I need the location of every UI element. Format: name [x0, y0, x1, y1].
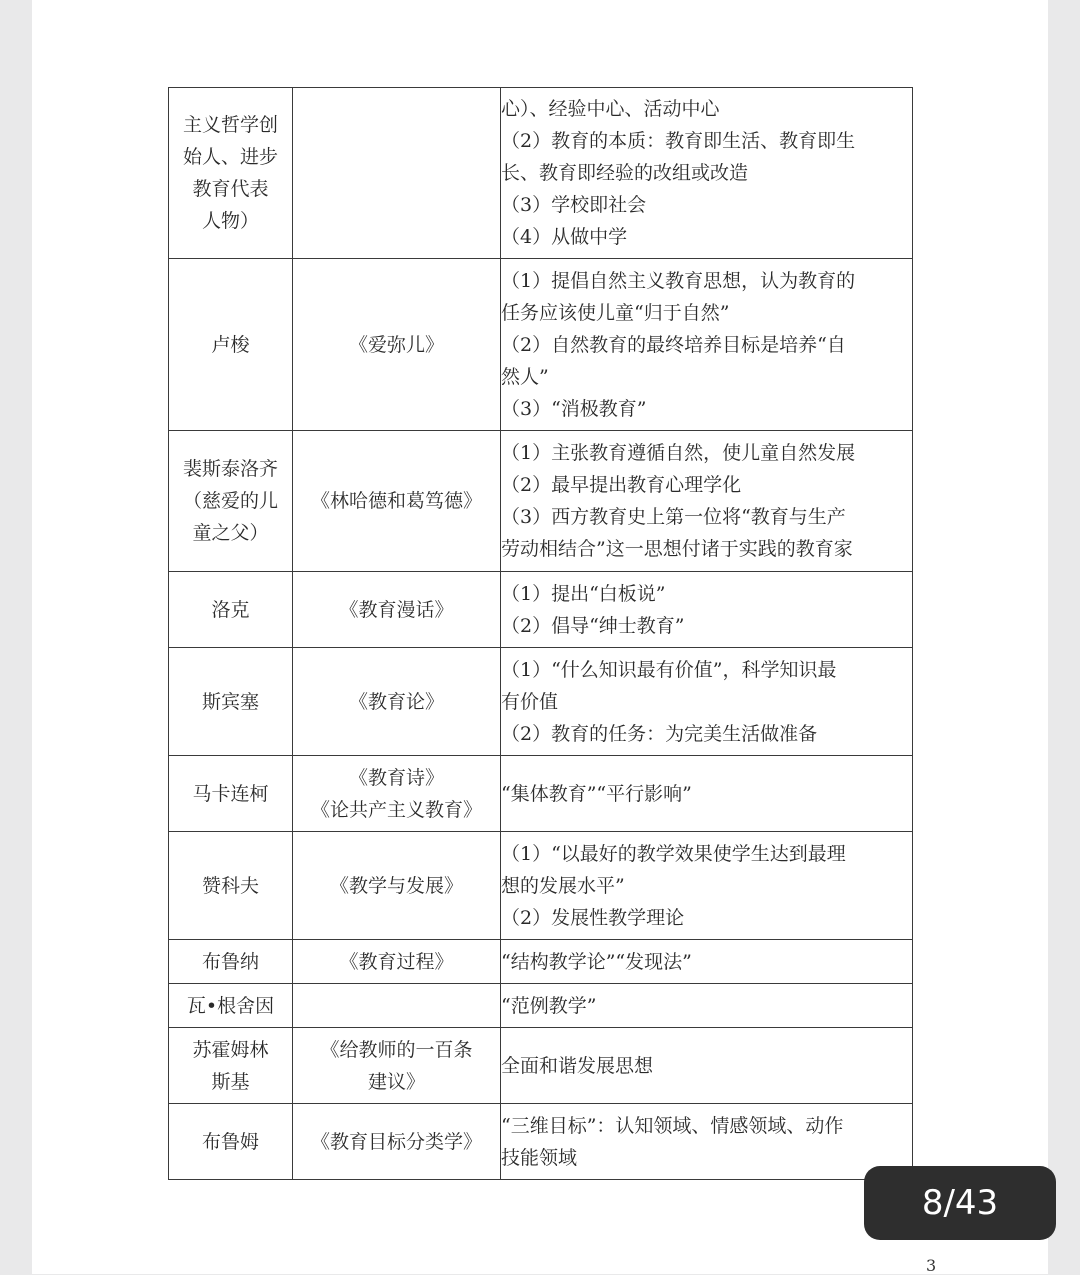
book-title-line: 《教育漫话》	[339, 598, 454, 621]
description-line: （1）提出“白板说”	[501, 582, 666, 605]
document-page	[32, 0, 1048, 1274]
description-cell	[501, 88, 913, 259]
description-line: （2）教育的任务：为完美生活做准备	[501, 722, 818, 745]
book-title-cell	[293, 832, 501, 940]
description-line: （4）从做中学	[501, 226, 628, 248]
educator-name-line: 布鲁纳	[201, 950, 259, 973]
educator-name-cell	[169, 756, 293, 832]
educator-name-line: 始人、进步	[182, 146, 278, 168]
book-title-cell	[293, 1104, 501, 1180]
educator-name-cell	[169, 431, 293, 572]
educator-name-line: 瓦•根舍因	[186, 994, 275, 1017]
description-line: “集体教育”“平行影响”	[501, 782, 692, 805]
description-cell	[501, 1104, 913, 1180]
description-line: 心）、经验中心、活动中心	[501, 98, 720, 120]
educator-name-line: 洛克	[211, 598, 250, 621]
description-cell	[501, 756, 913, 832]
table-row	[169, 1028, 913, 1104]
table-row	[169, 940, 913, 984]
book-title-cell	[293, 572, 501, 648]
table-body	[169, 88, 913, 1180]
book-title-line: 《论共产主义教育》	[310, 798, 482, 821]
educator-name-cell	[169, 984, 293, 1028]
table-row	[169, 88, 913, 259]
description-line: 技能领域	[501, 1146, 578, 1169]
description-cell	[501, 259, 913, 431]
educator-name-cell	[169, 572, 293, 648]
description-line: （3）学校即社会	[501, 194, 647, 216]
educator-name-line: 人物）	[201, 210, 259, 232]
educators-table	[168, 87, 913, 1180]
description-line: （3）“消极教育”	[501, 397, 647, 420]
educator-name-line: 布鲁姆	[201, 1130, 259, 1153]
description-line: （2）最早提出教育心理学化	[501, 474, 742, 496]
description-cell	[501, 984, 913, 1028]
table-row	[169, 1104, 913, 1180]
description-line: 有价值	[501, 690, 559, 713]
description-line: 全面和谐发展思想	[501, 1054, 654, 1077]
book-title-line: 建议》	[367, 1070, 425, 1093]
description-line: （2）倡导“绅士教育”	[501, 614, 685, 637]
description-line: （2）自然教育的最终培养目标是培养“自	[501, 333, 846, 356]
description-cell	[501, 940, 913, 984]
book-title-cell	[293, 259, 501, 431]
educator-name-line: 童之父）	[192, 522, 269, 544]
educator-name-line: 斯基	[211, 1070, 250, 1093]
description-cell	[501, 1028, 913, 1104]
educator-name-line: 赞科夫	[201, 874, 259, 897]
page-indicator-label: 8/43	[921, 1183, 999, 1223]
description-cell	[501, 572, 913, 648]
description-line: （3）西方教育史上第一位将“教育与生产	[501, 506, 846, 528]
educator-name-line: 苏霍姆林	[192, 1038, 269, 1061]
book-title-cell	[293, 756, 501, 832]
book-title-cell	[293, 431, 501, 572]
table-row	[169, 756, 913, 832]
description-line: （2）发展性教学理论	[501, 906, 685, 929]
educator-name-line: 主义哲学创	[182, 114, 278, 136]
book-title-line: 《林哈德和葛笃德》	[310, 490, 482, 512]
description-line: 劳动相结合”这一思想付诸于实践的教育家	[501, 538, 853, 560]
book-title-line: 《教学与发展》	[329, 874, 463, 897]
description-cell	[501, 832, 913, 940]
educator-name-cell	[169, 832, 293, 940]
description-line: 任务应该使儿童“归于自然”	[501, 301, 730, 324]
book-title-line: 《教育诗》	[348, 766, 444, 789]
book-title-line: 《教育过程》	[339, 950, 454, 973]
educator-name-line: 斯宾塞	[201, 690, 259, 713]
description-cell	[501, 431, 913, 572]
description-line: 长、教育即经验的改组或改造	[501, 162, 749, 184]
educator-name-cell	[169, 1028, 293, 1104]
description-line: “范例教学”	[501, 994, 597, 1017]
description-line: （2）教育的本质：教育即生活、教育即生	[501, 130, 856, 152]
book-title-line: 《教育目标分类学》	[310, 1130, 482, 1153]
book-title-line: 《爱弥儿》	[348, 333, 444, 356]
table-row	[169, 431, 913, 572]
description-cell	[501, 648, 913, 756]
educator-name-line: 教育代表	[192, 178, 269, 200]
description-line: 想的发展水平”	[501, 874, 625, 897]
description-line: 然人”	[501, 365, 549, 388]
educator-name-cell	[169, 1104, 293, 1180]
book-title-cell	[293, 88, 501, 259]
educator-name-cell	[169, 648, 293, 756]
description-line: （1）主张教育遵循自然，使儿童自然发展	[501, 442, 856, 464]
table-row	[169, 648, 913, 756]
educator-name-line: （慈爱的儿	[182, 490, 278, 512]
educator-name-line: 卢梭	[211, 333, 250, 356]
book-title-cell	[293, 984, 501, 1028]
description-line: （1）“什么知识最有价值”，科学知识最	[501, 658, 837, 681]
description-line: “结构教学论”“发现法”	[501, 950, 692, 973]
book-title-line: 《教育论》	[348, 690, 444, 713]
table-row	[169, 832, 913, 940]
book-title-cell	[293, 940, 501, 984]
description-line: （1）提倡自然主义教育思想，认为教育的	[501, 269, 856, 292]
educator-name-line: 马卡连柯	[192, 782, 269, 805]
table-row	[169, 572, 913, 648]
educator-name-cell	[169, 259, 293, 431]
table-row	[169, 984, 913, 1028]
educator-name-cell	[169, 940, 293, 984]
educator-name-line: 裴斯泰洛齐	[182, 458, 278, 480]
educator-name-cell	[169, 88, 293, 259]
book-title-cell	[293, 1028, 501, 1104]
footer-page-number: 3	[926, 1256, 937, 1275]
description-line: （1）“以最好的教学效果使学生达到最理	[501, 842, 846, 865]
description-line: “三维目标”：认知领域、情感领域、动作	[501, 1114, 844, 1137]
table-row	[169, 259, 913, 431]
page-indicator-badge	[864, 1166, 1056, 1240]
book-title-line: 《给教师的一百条	[320, 1038, 473, 1061]
book-title-cell	[293, 648, 501, 756]
